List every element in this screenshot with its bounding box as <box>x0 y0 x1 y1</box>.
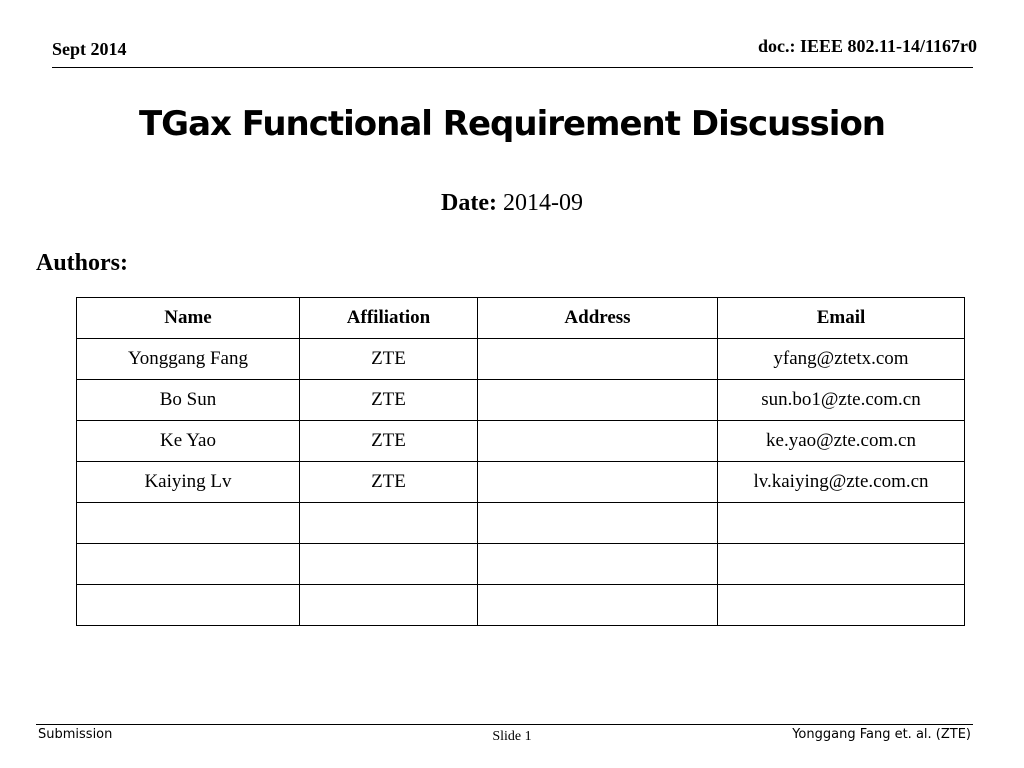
author-affiliation-cell <box>300 503 478 544</box>
author-affiliation-cell: ZTE <box>300 421 478 462</box>
footer-slide-number: Slide 1 <box>492 729 532 744</box>
author-name-cell <box>77 503 300 544</box>
author-email-cell: ke.yao@zte.com.cn <box>718 421 965 462</box>
table-header-row <box>77 298 965 339</box>
author-address-cell <box>478 585 718 626</box>
footer-authors: Yonggang Fang et. al. (ZTE) <box>792 727 971 742</box>
author-name-cell <box>77 585 300 626</box>
author-name-cell <box>77 544 300 585</box>
table-row <box>77 585 965 626</box>
table-row <box>77 380 965 421</box>
slide-title: TGax Functional Requirement Discussion <box>138 104 886 144</box>
author-email-cell: lv.kaiying@zte.com.cn <box>718 462 965 503</box>
author-name-cell: Yonggang Fang <box>77 339 300 380</box>
author-address-cell <box>478 339 718 380</box>
date-line <box>0 190 1024 217</box>
author-affiliation-cell: ZTE <box>300 339 478 380</box>
author-email-cell: yfang@ztetx.com <box>718 339 965 380</box>
author-name-cell: Ke Yao <box>77 421 300 462</box>
header-doc-id: doc.: IEEE 802.11-14/1167r0 <box>757 36 977 56</box>
authors-label: Authors: <box>36 250 129 276</box>
date-label: Date: <box>441 190 497 216</box>
author-affiliation-cell <box>300 544 478 585</box>
authors-table <box>76 297 965 626</box>
column-header-affiliation: Affiliation <box>300 298 478 339</box>
author-email-cell <box>718 585 965 626</box>
table-row <box>77 421 965 462</box>
column-header-email: Email <box>718 298 965 339</box>
author-affiliation-cell <box>300 585 478 626</box>
author-email-cell: sun.bo1@zte.com.cn <box>718 380 965 421</box>
author-address-cell <box>478 380 718 421</box>
author-name-cell: Kaiying Lv <box>77 462 300 503</box>
author-affiliation-cell: ZTE <box>300 462 478 503</box>
table-row <box>77 339 965 380</box>
footer-divider <box>36 724 973 725</box>
header-date: Sept 2014 <box>52 39 127 59</box>
column-header-name: Name <box>77 298 300 339</box>
author-name-cell: Bo Sun <box>77 380 300 421</box>
column-header-address: Address <box>478 298 718 339</box>
author-email-cell <box>718 503 965 544</box>
table-row <box>77 462 965 503</box>
table-row <box>77 544 965 585</box>
header-divider <box>52 67 973 68</box>
author-address-cell <box>478 544 718 585</box>
author-address-cell <box>478 462 718 503</box>
footer-submission: Submission <box>38 727 113 742</box>
author-email-cell <box>718 544 965 585</box>
date-value: 2014-09 <box>502 190 583 216</box>
author-affiliation-cell: ZTE <box>300 380 478 421</box>
table-row <box>77 503 965 544</box>
author-address-cell <box>478 503 718 544</box>
author-address-cell <box>478 421 718 462</box>
